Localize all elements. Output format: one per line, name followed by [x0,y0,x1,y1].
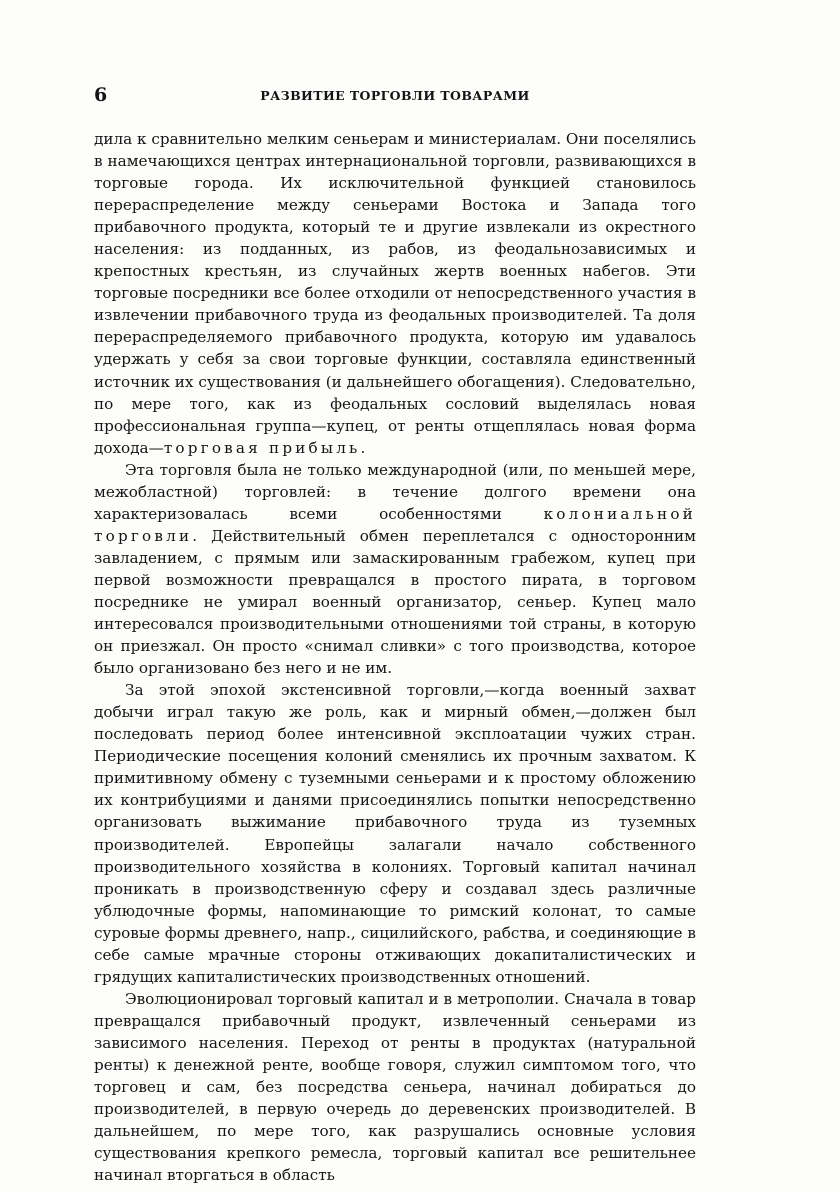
paragraph-4-text: Эволюционировал торговый капитал и в метрополии. Сначала в товар превращался прибавочный продукт, извлеченный сеньерами из зависимого населения. Переход от ренты в продуктах (натуральной ренты) к денежной ренте, вообще говоря, служил симптомом того, что торговец и сам, без посредства сеньера, начинал добираться до производителей, в первую очередь до деревенских производителей. В дальнейшем, по мере того, как разрушались основные условия существования крепкого ремесла, торговый капитал все решительнее начинал вторгаться в область [94,989,696,1185]
paragraph-3-text: За этой эпохой экстенсивной торговли,—когда военный захват добычи играл такую же роль, как и мирный обмен,—должен был последовать период более интенсивной эксплоатации чужих стран. Периодические посещения колоний сменялись их прочным захватом. К примитивному обмену с туземными сеньерами и к простому обложению их контрибуциями и данями присоединялись попытки непосредственно организовать выжимание прибавочного труда из туземных производителей. Европейцы залагали начало собственного производительного хозяйства в колониях. Торговый капитал начинал проникать в производственную сферу и создавал здесь различные ублюдочные формы, напоминающие то римский колонат, то самые суровые формы древнего, напр., сицилийского, рабства, и соединяющие в себе самые мрачные стороны отживающих докапиталистических и грядущих капиталистических производственных отношений. [94,681,696,986]
paragraph-1 [94,128,696,459]
emphasis-colonial-trade: колониальной торговли [94,504,696,545]
running-title: РАЗВИТИЕ ТОРГОВЛИ ТОВАРАМИ [260,88,530,103]
paragraph-1-text: дила к сравнительно мелким сеньерам и министериалам. Они поселялись в намечающихся центрах интернациональной торговли, развивающихся в торговые города. Их исключительной функцией становилось перераспределение между сеньерами Востока и Запада того прибавочного продукта, который те и другие извлекали из окрестного населения: из подданных, из рабов, из феодальнозависимых и крепостных крестьян, из случайных жертв военных набегов. Эти торговые посредники все более отходили от непосредственного участия в извлечении прибавочного труда из феодальных производителей. Та доля перераспределяемого прибавочного продукта, которую им удавалось удержать у себя за свои торговые функции, составляла единственный источник их существования (и дальнейшего обогащения). Следовательно, по мере того, как из феодальных сословий выделялась новая профессиональная группа—купец, от ренты отщеплялась новая форма дохода— [94,130,696,457]
paragraph-4 [94,988,696,1186]
paragraph-2-text-start: Эта торговля была не только международной (или, по меньшей мере, межобластной) торговлей: в течение долгого времени она характеризовалась всеми особенностями [94,460,696,523]
paragraph-1-tail: . [360,438,366,457]
emphasis-trade-profit: торговая прибыль [163,438,361,457]
paragraph-2 [94,459,696,679]
paragraph-2-text-end: . Действительный обмен переплетался с односторонним завладением, с прямым или замаскированным грабежом, купец при первой возможности превращался в простого пирата, в торговом посреднике не умирал военный организатор, сеньер. Купец мало интересовался производительными отношениями той страны, в которую он приезжал. Он просто «снимал сливки» с того производства, которое было организовано без него и не им. [94,526,696,678]
body-text [94,128,696,1186]
paragraph-3 [94,679,696,988]
page-number: 6 [94,84,108,106]
running-header [94,84,696,108]
